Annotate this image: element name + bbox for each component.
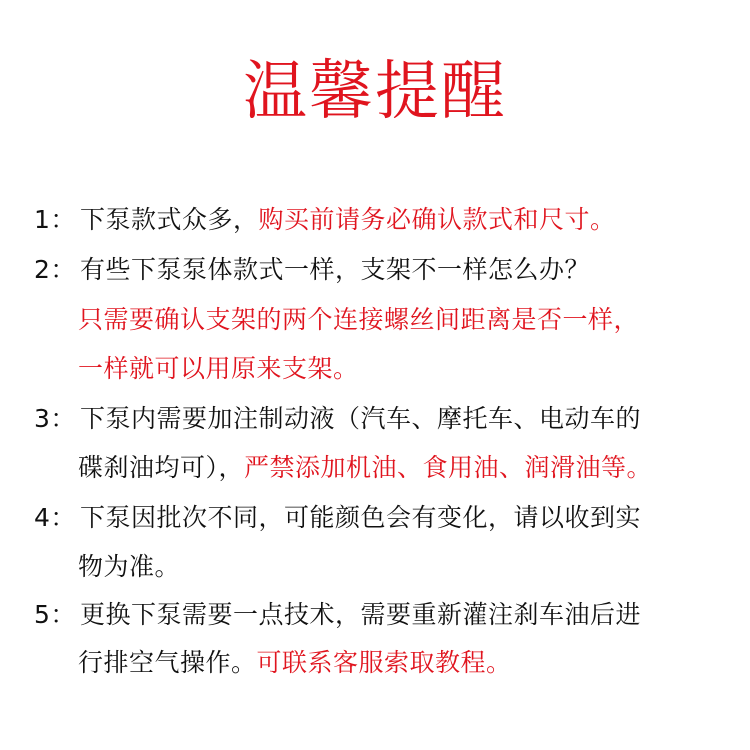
item-4-text-2: 物为准。 [78, 552, 181, 581]
item-5-number: 5： [34, 600, 76, 629]
item-1-number: 1： [34, 205, 76, 234]
item-3-text-1: 下泵内需要加注制动液（汽车、摩托车、电动车的 [80, 404, 642, 433]
item-5-contact: 可联系客服索取教程。 [256, 648, 512, 677]
item-1-warning: 购买前请务必确认款式和尺寸。 [258, 205, 616, 234]
item-4-number: 4： [34, 503, 76, 532]
item-1-text: 下泵款式众多， [80, 205, 259, 234]
item-2-answer-2: 一样就可以用原来支架。 [78, 354, 359, 383]
item-1-line-1 [34, 203, 616, 237]
item-4-text-1: 下泵因批次不同，可能颜色会有变化，请以收到实 [80, 503, 642, 532]
item-3-line-1 [34, 402, 641, 436]
item-2-answer-1: 只需要确认支架的两个连接螺丝间距离是否一样， [78, 305, 640, 334]
item-3-line-2 [78, 451, 652, 485]
page-title: 温馨提醒 [243, 55, 507, 129]
item-4-line-1 [34, 501, 641, 535]
item-2-line-3 [78, 352, 359, 386]
item-4-line-2 [78, 550, 180, 584]
item-5-text-1: 更换下泵需要一点技术，需要重新灌注刹车油后进 [80, 600, 642, 629]
item-5-line-1 [34, 598, 641, 632]
item-5-line-2 [78, 646, 512, 680]
item-5-text-2: 行排空气操作。 [78, 648, 257, 677]
item-2-line-1 [34, 253, 590, 287]
item-3-warning: 严禁添加机油、食用油、润滑油等。 [244, 453, 653, 482]
item-2-text: 有些下泵泵体款式一样，支架不一样怎么办？ [80, 255, 591, 284]
item-2-line-2 [78, 303, 639, 337]
item-3-text-2: 碟刹油均可）， [78, 453, 245, 482]
item-2-number: 2： [34, 255, 76, 284]
item-3-number: 3： [34, 404, 76, 433]
